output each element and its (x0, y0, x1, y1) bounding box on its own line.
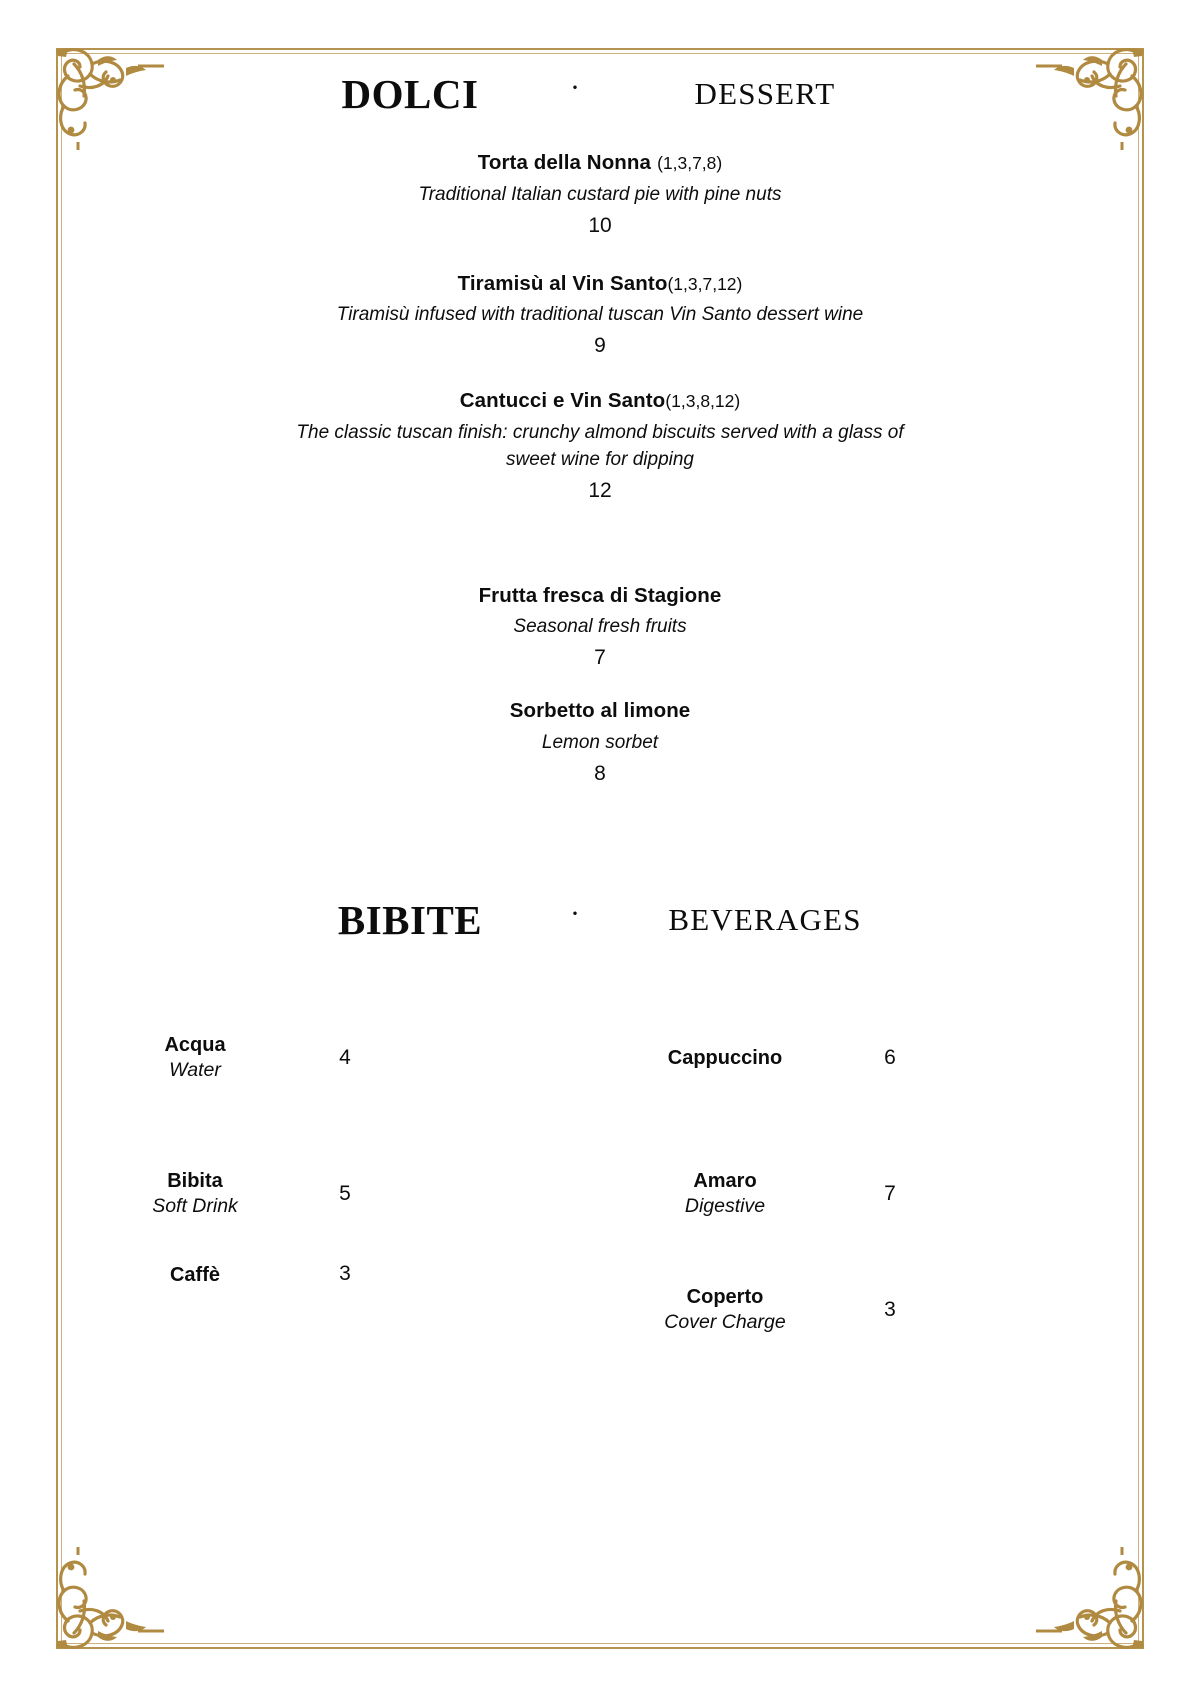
beverage-row (600, 1262, 1120, 1372)
menu-item-price: 8 (594, 761, 606, 785)
beverage-price: 7 (884, 1181, 896, 1205)
menu-item-title-row (80, 698, 1120, 724)
beverage-name: Cappuccino (667, 1046, 783, 1069)
menu-item-description: Lemon sorbet (541, 731, 659, 753)
menu-item-name: Torta della Nonna (477, 151, 652, 174)
menu-item-description: Tiramisù infused with traditional tuscan Vin Santo dessert wine (336, 304, 864, 326)
menu-item-title-row (80, 150, 1120, 176)
beverage-price: 5 (339, 1181, 351, 1205)
beverage-label (600, 1168, 850, 1219)
menu-item-price: 12 (588, 478, 612, 502)
beverage-row (600, 990, 1120, 1126)
menu-item-title-row (80, 583, 1120, 609)
beverages-grid (80, 990, 1120, 1372)
menu-item-name: Frutta fresca di Stagione (478, 583, 722, 607)
section-title-italian: BIBITE (337, 896, 483, 943)
menu-item-description: Seasonal fresh fruits (513, 616, 687, 638)
menu-item-title-row (80, 388, 1120, 414)
menu-item-price: 7 (594, 646, 606, 670)
beverage-row (80, 1126, 600, 1262)
section-title-italian: DOLCI (341, 71, 479, 117)
menu-item-description: Traditional Italian custard pie with pine nuts (418, 183, 782, 205)
menu-item (80, 271, 1120, 359)
menu-item (80, 583, 1120, 671)
menu-item-description: The classic tuscan finish: crunchy almond biscuits served with a glass of sweet wine for dipping (296, 421, 904, 470)
beverage-name: Caffè (169, 1263, 220, 1286)
beverage-price: 3 (884, 1297, 896, 1321)
beverage-subtitle: Cover Charge (664, 1310, 786, 1333)
menu-item (80, 388, 1120, 503)
beverage-price: 3 (339, 1261, 351, 1285)
menu-item-allergens: (1,3,7,12) (667, 273, 743, 294)
beverage-label (80, 1168, 310, 1219)
beverage-name: Coperto (686, 1285, 764, 1308)
beverage-name: Amaro (693, 1170, 757, 1193)
beverage-row (600, 1126, 1120, 1262)
menu-item (80, 150, 1120, 238)
menu-item-allergens: (1,3,8,12) (665, 391, 741, 412)
beverage-name: Bibita (167, 1170, 223, 1193)
beverage-subtitle: Soft Drink (152, 1195, 238, 1218)
menu-item-price: 9 (594, 334, 606, 358)
beverage-label (600, 1284, 850, 1335)
section-bibite (80, 896, 1120, 1372)
beverage-price: 4 (339, 1045, 351, 1069)
section-title-english: BEVERAGES (668, 901, 862, 937)
beverage-label (600, 1045, 850, 1071)
beverage-subtitle: Digestive (684, 1195, 766, 1218)
beverage-price: 6 (884, 1045, 896, 1069)
section-dolci (80, 70, 1120, 786)
menu-item-allergens: (1,3,7,8) (657, 153, 723, 173)
menu-item-price: 10 (588, 213, 612, 237)
menu-item-title-row (80, 271, 1120, 297)
menu-item-name: Tiramisù al Vin Santo (457, 271, 668, 295)
beverage-row (80, 990, 600, 1126)
beverage-label (80, 1032, 310, 1083)
beverage-subtitle: Water (169, 1059, 221, 1082)
menu-item-name: Cantucci e Vin Santo (459, 389, 666, 413)
heading-separator-dot: · (570, 71, 580, 104)
beverage-row (80, 1262, 600, 1372)
heading-separator-dot: · (570, 896, 580, 930)
section-title-english: DESSERT (694, 76, 836, 111)
section-heading-bibite (80, 896, 1120, 944)
menu-content (80, 70, 1120, 1627)
menu-item-name: Sorbetto al limone (509, 699, 691, 723)
menu-item (80, 698, 1120, 786)
section-heading-dolci (80, 70, 1120, 118)
beverage-label (80, 1262, 310, 1288)
beverage-name: Acqua (164, 1034, 226, 1057)
